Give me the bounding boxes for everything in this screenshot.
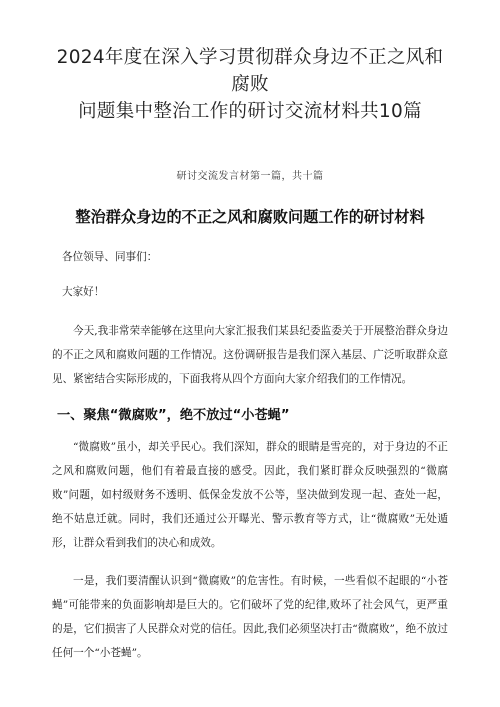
- greeting: 大家好！: [62, 286, 105, 298]
- section-heading-1: 一、聚焦“微腐败”，绝不放过“小苍蝇”: [57, 408, 290, 423]
- paragraph-section-1: “微腐败”虽小，却关乎民心。我们深知，群众的眼睛是雪亮的，对于身边的不正之风和腐败问题，他们有着最直接的感受。因此，我们紧盯群众反映强烈的“微腐败”问题，如村级财务不透明、低保金发放不公等，坚决做到发现一起、查处一起，绝不姑息迁就。同时，我们还通过公开曝光、警示教育等方式，让“微腐败”无处遁形，让群众看到我们的决心和成效。: [52, 441, 448, 549]
- document-title-line-2: 问题集中整治工作的研讨交流材料共10篇: [78, 101, 422, 122]
- document-title: [52, 0, 448, 125]
- paragraph-point-1: 一是，我们要清醒认识到“微腐败”的危害性。有时候，一些看似不起眼的“小苍蝇”可能带来的负面影响却是巨大的。它们破坏了党的纪律,败坏了社会风气，更严重的是，它们损害了人民群众对党的信任。因此,我们必须坚决打击“微腐败”，绝不放过任何一个“小苍蝇”。: [52, 575, 448, 659]
- document-title-line-1: 2024年度在深入学习贯彻群众身边不正之风和腐败: [56, 47, 444, 95]
- salutation: 各位领导、同事们：: [62, 251, 158, 263]
- sub-caption: 研讨交流发言材第一篇，共十篇: [176, 171, 324, 182]
- paragraph-intro: 今天,我非常荣幸能够在这里向大家汇报我们某县纪委监委关于开展整治群众身边的不正之风和腐败问题的工作情况。这份调研报告是我们深入基层、广泛听取群众意见、紧密结合实际形成的，下面我将从四个方面向大家介绍我们的工作情况。: [52, 325, 448, 385]
- article-title: 整治群众身边的不正之风和腐败问题工作的研讨材料: [75, 208, 425, 226]
